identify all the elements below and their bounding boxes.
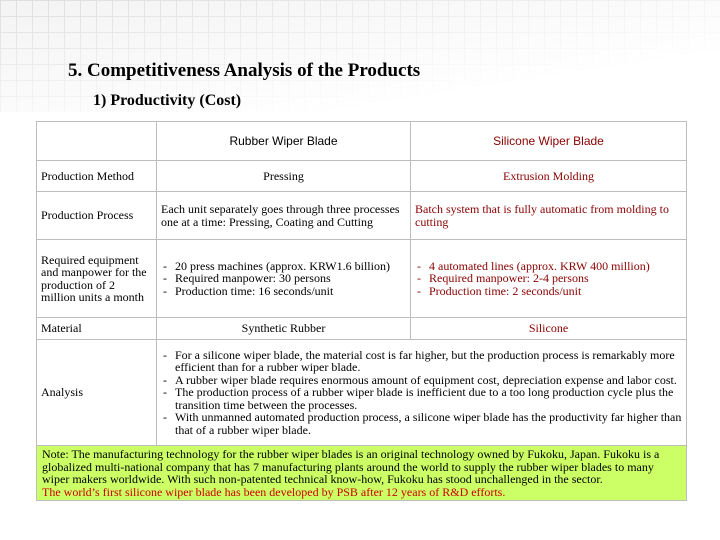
note-box: [37, 446, 687, 501]
comparison-table: [36, 121, 687, 501]
list-item: - For a silicone wiper blade, the material cost is far higher, but the production process is remarkably more efficient than for a rubber wiper blade.: [161, 349, 682, 374]
rubber-equipment-list: [161, 260, 406, 298]
slide-subtitle: 1) Productivity (Cost): [93, 92, 242, 109]
header-rubber: Rubber Wiper Blade: [157, 122, 411, 161]
row-label-process: Production Process: [37, 192, 157, 240]
list-item: - 4 automated lines (approx. KRW 400 million): [415, 260, 682, 273]
list-item: - Production time: 2 seconds/unit: [415, 285, 682, 298]
note-row: [37, 446, 687, 501]
header-empty-cell: [37, 122, 157, 161]
cell-silicone-process: Batch system that is fully automatic from molding to cutting: [411, 192, 687, 240]
row-label-equipment: Required equipment and manpower for the production of 2 million units a month: [37, 240, 157, 318]
list-item: - With unmanned automated production process, a silicone wiper blade has the productivity far higher than that of a rubber wiper blade.: [161, 411, 682, 436]
list-item: - 20 press machines (approx. KRW1.6 billion): [161, 260, 406, 273]
cell-rubber-process: Each unit separately goes through three processes one at a time: Pressing, Coating and Cutting: [157, 192, 411, 240]
list-item: - Production time: 16 seconds/unit: [161, 285, 406, 298]
list-item: - Required manpower: 30 persons: [161, 272, 406, 285]
cell-rubber-equipment: [157, 240, 411, 318]
header-silicone: Silicone Wiper Blade: [411, 122, 687, 161]
row-label-method: Production Method: [37, 161, 157, 192]
cell-rubber-material: Synthetic Rubber: [157, 318, 411, 340]
list-item: - A rubber wiper blade requires enormous amount of equipment cost, depreciation expense and labor cost.: [161, 374, 682, 387]
table-row: [37, 340, 687, 446]
row-label-material: Material: [37, 318, 157, 340]
table-row: [37, 192, 687, 240]
cell-silicone-equipment: [411, 240, 687, 318]
slide-title: 5. Competitiveness Analysis of the Products: [68, 60, 421, 81]
note-highlight: The world’s first silicone wiper blade has been developed by PSB after 12 years of R&D efforts.: [42, 484, 506, 499]
silicone-equipment-list: [415, 260, 682, 298]
table-row: [37, 318, 687, 340]
cell-analysis: [157, 340, 687, 446]
header-row: [37, 122, 687, 161]
table-row: [37, 240, 687, 318]
cell-silicone-material: Silicone: [411, 318, 687, 340]
row-label-analysis: Analysis: [37, 340, 157, 446]
analysis-list: [161, 349, 682, 437]
table-row: [37, 161, 687, 192]
note-text: Note: The manufacturing technology for the rubber wiper blades is an original technology owned by Fukoku, Japan. Fukoku is a globalized multi-national company that has 7 manufacturing plants around the world to supply the rubber wiper blades to many wiper makers worldwide. With such non-patented technical know-how, Fukoku has stood unchallenged in the sector.: [42, 447, 660, 486]
cell-silicone-method: Extrusion Molding: [411, 161, 687, 192]
list-item: - Required manpower: 2-4 persons: [415, 272, 682, 285]
cell-rubber-method: Pressing: [157, 161, 411, 192]
list-item: - The production process of a rubber wiper blade is inefficient due to a too long production cycle plus the transition time between the processes.: [161, 386, 682, 411]
